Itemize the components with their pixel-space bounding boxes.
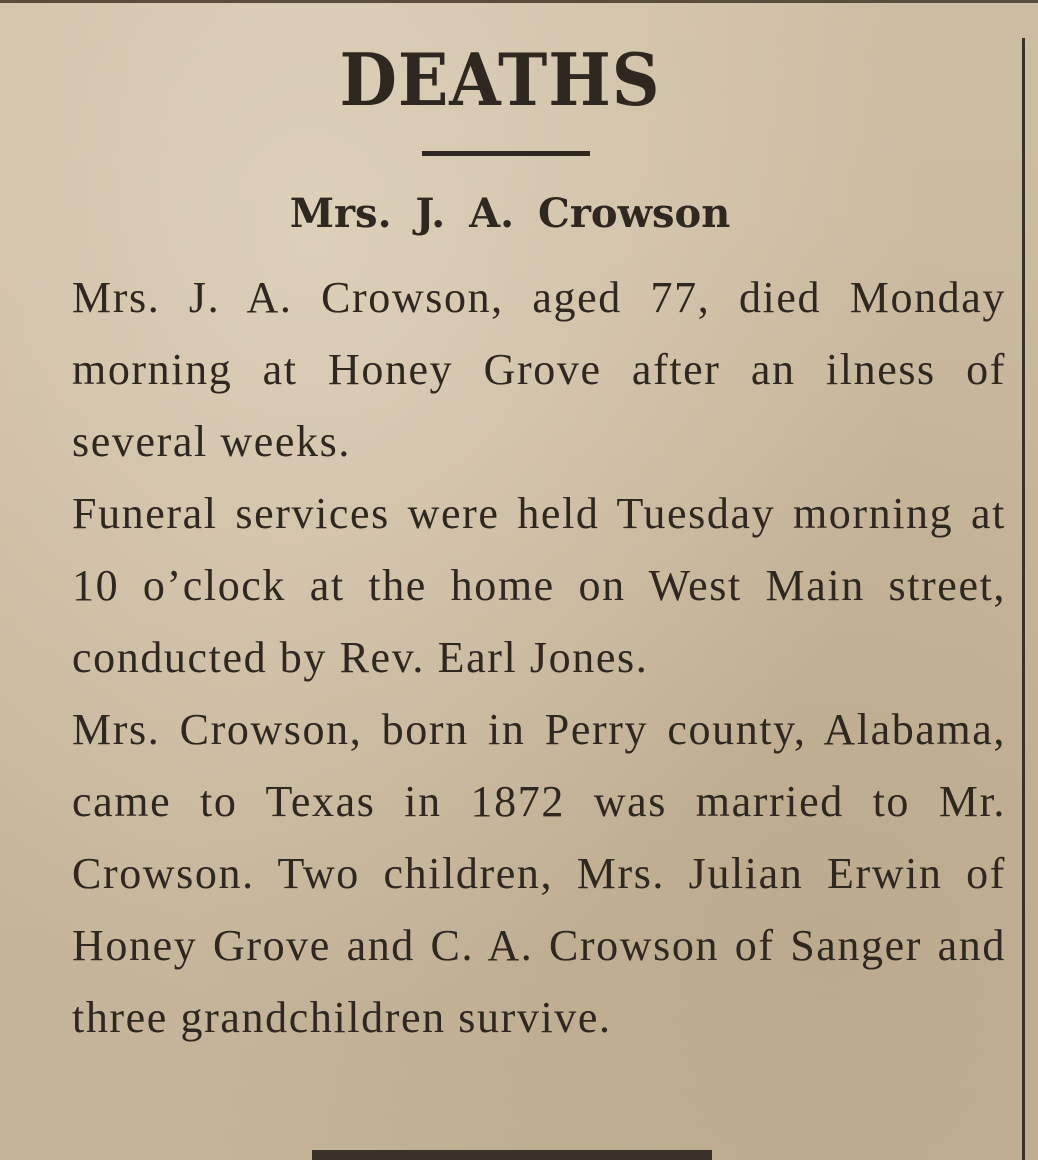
- title-divider: [422, 151, 590, 156]
- top-border-rule: [0, 0, 1038, 3]
- column-divider-rule: [1022, 38, 1025, 1160]
- section-title: DEATHS: [339, 37, 661, 122]
- paragraph-death: Mrs. J. A. Crowson, aged 77, died Monday morning at Honey Grove after an ilness of several weeks.: [72, 273, 1006, 466]
- paragraph-survivors: Mrs. Crowson, born in Perry county, Alabama, came to Texas in 1872 was married to Mr. Crowson. Two children, Mrs. Julian Erwin of Honey Grove and C. A. Crowson of Sanger and three grandchildren survive.: [72, 705, 1006, 1042]
- obituary-headline: Mrs. J. A. Crowson: [289, 190, 731, 237]
- bottom-border-rule: [312, 1150, 712, 1160]
- obituary-body: [20, 262, 1006, 1054]
- paragraph-funeral: Funeral services were held Tuesday morning at 10 o’clock at the home on West Main street, conducted by Rev. Earl Jones.: [72, 489, 1006, 682]
